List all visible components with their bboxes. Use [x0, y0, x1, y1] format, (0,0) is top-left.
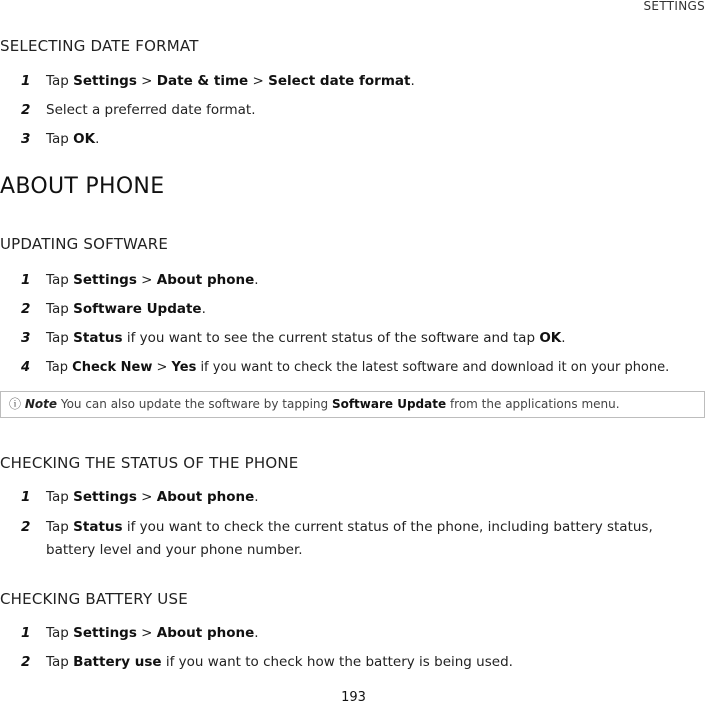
step-text: Tap OK. — [46, 131, 100, 147]
running-header: SETTINGS — [643, 0, 705, 13]
step-number: 1 — [21, 489, 31, 505]
heading-updating-software: UPDATING SOFTWARE — [0, 235, 169, 253]
step-text: Tap Status if you want to see the current status of the software and tap OK. — [46, 330, 566, 346]
note-box: ⓘ Note You can also update the software by tapping Software Update from the applications menu. — [0, 391, 705, 418]
step-text: Tap Settings > About phone. — [46, 625, 259, 641]
step-number: 3 — [21, 330, 31, 346]
heading-checking-status: CHECKING THE STATUS OF THE PHONE — [0, 454, 299, 472]
step-number: 1 — [21, 73, 31, 89]
step-text: Tap Status if you want to check the current status of the phone, including battery status, battery level and your phone number. — [46, 519, 653, 558]
step-text: Select a preferred date format. — [46, 102, 256, 118]
step-number: 3 — [21, 131, 31, 147]
step-text: Tap Settings > About phone. — [46, 272, 259, 288]
page-number: 193 — [341, 690, 366, 705]
step-number: 4 — [21, 360, 31, 375]
heading-about-phone: ABOUT PHONE — [0, 174, 165, 199]
step-number: 2 — [21, 301, 31, 317]
step-text: Tap Battery use if you want to check how the battery is being used. — [46, 654, 513, 670]
step-number: 2 — [21, 654, 31, 670]
heading-selecting-date-format: SELECTING DATE FORMAT — [0, 37, 199, 55]
heading-checking-battery: CHECKING BATTERY USE — [0, 590, 188, 608]
step-number: 2 — [21, 519, 31, 535]
step-text: Tap Check New > Yes if you want to check the latest software and download it on your phone. — [46, 360, 670, 375]
step-number: 1 — [21, 272, 31, 288]
step-text: Tap Settings > Date & time > Select date format. — [46, 73, 415, 89]
step-number: 2 — [21, 102, 31, 118]
note-label: Note — [24, 397, 58, 411]
info-icon: ⓘ — [9, 397, 22, 411]
step-number: 1 — [21, 625, 31, 641]
step-text: Tap Software Update. — [46, 301, 206, 317]
step-text: Tap Settings > About phone. — [46, 489, 259, 505]
